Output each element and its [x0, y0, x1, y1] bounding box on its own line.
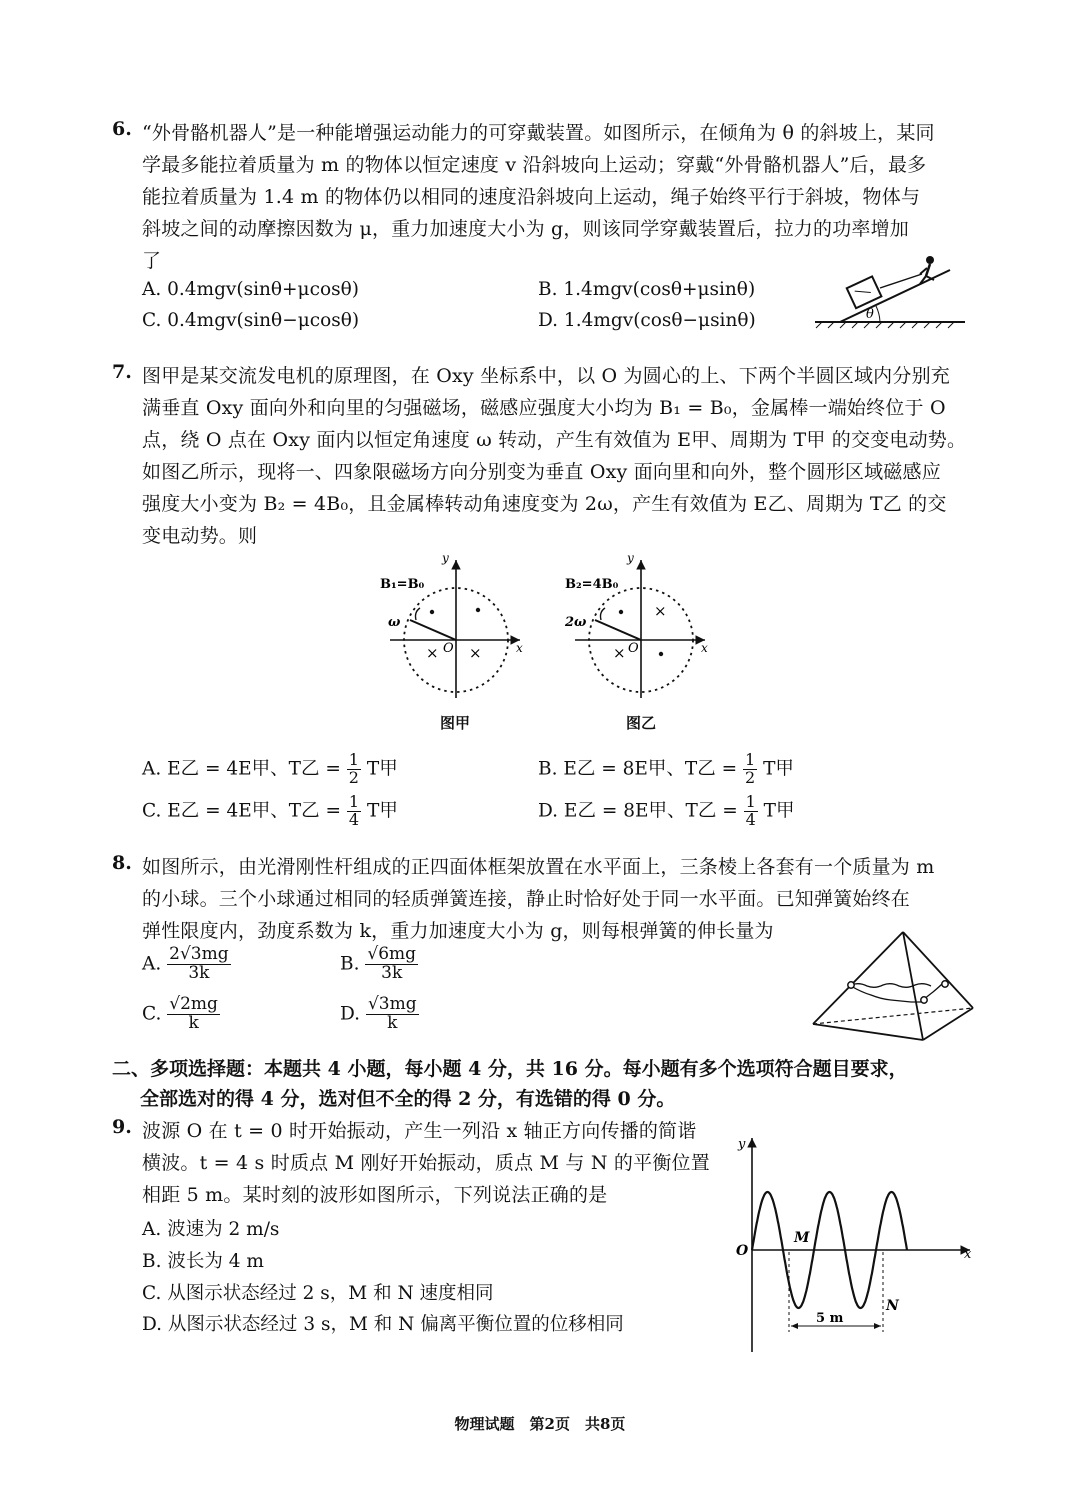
page-footer: 物理试题 第2页 共8页	[454, 1415, 626, 1433]
q8-option-d-numerator: √3mg	[367, 994, 417, 1014]
q7-option-b-numerator: 1	[745, 750, 756, 769]
q7-option-d-suffix: T甲	[763, 800, 795, 822]
q8-option-b-label: B.	[340, 953, 360, 975]
q6-theta-label: θ	[866, 307, 874, 322]
q6-option-d[interactable]: D. 1.4mgv(cosθ−μsinθ)	[538, 310, 756, 331]
q7-figure-yi	[555, 548, 725, 708]
q7-line-5: 强度大小变为 B₂ = 4B₀，且金属棒转动角速度变为 2ω，产生有效值为 E乙、周期为 T乙 的交	[142, 493, 947, 515]
q9-distance-label: 5 m	[816, 1311, 844, 1326]
q9-line-1: 波源 O 在 t = 0 时开始振动，产生一列沿 x 轴正方向传播的简谐	[142, 1120, 697, 1142]
q7-option-b-denominator: 2	[745, 767, 756, 787]
q8-option-c-denominator: k	[188, 1012, 199, 1033]
q9-wave-figure	[730, 1130, 975, 1355]
svg-text:×: ×	[654, 602, 667, 620]
q7-fig2-caption: 图乙	[626, 714, 657, 732]
q7-option-a-numerator: 1	[348, 750, 359, 769]
question-8-number: 8.	[112, 852, 132, 874]
q7-option-c-denominator: 4	[348, 809, 360, 829]
section-2-instructions: 全部选对的得 4 分，选对但不全的得 2 分，有选错的得 0 分。	[140, 1088, 676, 1110]
q6-line-1: “外骨骼机器人”是一种能增强运动能力的可穿戴装置。如图所示，在倾角为 θ 的斜坡上，某同	[142, 122, 935, 144]
q7-figure-jia	[370, 548, 540, 708]
q7-line-3: 点，绕 O 点在 Oxy 面内以恒定角速度 ω 转动，产生有效值为 E甲、周期为 T甲 的交变电动势。	[142, 429, 967, 451]
q7-fig2-y-label: y	[627, 551, 634, 565]
question-9-number: 9.	[112, 1116, 132, 1138]
q8-option-d-denominator: k	[387, 1012, 398, 1033]
svg-text:×: ×	[469, 644, 482, 662]
q9-option-d[interactable]: D. 从图示状态经过 3 s，M 和 N 偏离平衡位置的位移相同	[142, 1314, 624, 1335]
q7-option-d-denominator: 4	[745, 809, 756, 829]
q7-fig2-omega-label: 2ω	[565, 615, 587, 630]
q8-option-a-denominator: 3k	[188, 962, 210, 983]
q8-line-1: 如图所示，由光滑刚性杆组成的正四面体框架放置在水平面上，三条棱上各套有一个质量为 m	[142, 856, 935, 878]
q6-line-4: 斜坡之间的动摩擦因数为 μ，重力加速度大小为 g，则该同学穿戴装置后，拉力的功率增加	[142, 218, 909, 240]
q7-fig1-x-label: x	[516, 641, 523, 655]
q8-option-b[interactable]	[340, 946, 418, 983]
q9-line-3: 相距 5 m。某时刻的波形如图所示，下列说法正确的是	[142, 1184, 608, 1206]
q8-option-d[interactable]	[340, 996, 419, 1033]
q7-line-4: 如图乙所示，现将一、四象限磁场方向分别变为垂直 Oxy 面向里和向外，整个圆形区域磁感应	[142, 461, 941, 483]
q8-option-b-denominator: 3k	[381, 962, 403, 983]
q8-line-3: 弹性限度内，劲度系数为 k，重力加速度大小为 g，则每根弹簧的伸长量为	[142, 920, 774, 942]
q7-fig1-b-label: B₁=B₀	[380, 577, 425, 592]
q7-fig1-caption: 图甲	[440, 714, 471, 732]
q9-option-b[interactable]: B. 波长为 4 m	[142, 1251, 264, 1272]
q9-point-n-label: N	[886, 1298, 899, 1314]
q7-option-d-numerator: 1	[745, 792, 756, 811]
q7-option-c-text: C. E乙 = 4E甲、T乙 =	[142, 800, 342, 822]
q7-option-a-suffix: T甲	[366, 758, 398, 780]
q9-origin-label: O	[736, 1243, 749, 1259]
q8-option-a-label: A.	[142, 953, 162, 975]
q6-slope-figure	[810, 250, 970, 330]
q7-line-6: 变电动势。则	[142, 525, 258, 547]
q8-option-b-numerator: √6mg	[367, 944, 417, 964]
q6-line-3: 能拉着质量为 1.4 m 的物体仍以相同的速度沿斜坡向上运动，绳子始终平行于斜坡，物体与	[142, 186, 921, 208]
q8-option-c-label: C.	[142, 1003, 162, 1025]
q6-line-2: 学最多能拉着质量为 m 的物体以恒定速度 v 沿斜坡向上运动；穿戴“外骨骼机器人”后，最多	[142, 154, 927, 176]
q7-option-b-suffix: T甲	[763, 758, 794, 780]
q6-option-c[interactable]: C. 0.4mgv(sinθ−μcosθ)	[142, 310, 360, 331]
q7-line-2: 满垂直 Oxy 面向外和向里的匀强磁场，磁感应强度大小均为 B₁ = B₀，金属棒一端始终位于 O	[142, 397, 946, 419]
q7-fig2-b-label: B₂=4B₀	[565, 577, 619, 592]
q7-fig1-origin-label: O	[443, 641, 454, 656]
q7-line-1: 图甲是某交流发电机的原理图，在 Oxy 坐标系中，以 O 为圆心的上、下两个半圆区域内分别充	[142, 365, 950, 387]
q8-option-a[interactable]	[142, 946, 231, 983]
q7-fig1-y-label: y	[442, 551, 449, 565]
q7-option-a-denominator: 2	[348, 767, 359, 787]
q7-option-a[interactable]	[142, 752, 398, 787]
q9-point-m-label: M	[794, 1230, 810, 1246]
question-6-number: 6.	[112, 118, 132, 140]
q6-option-b[interactable]: B. 1.4mgv(cosθ+μsinθ)	[538, 279, 756, 300]
q9-option-a[interactable]: A. 波速为 2 m/s	[142, 1219, 280, 1240]
q9-y-label: y	[738, 1137, 746, 1152]
q8-option-c[interactable]	[142, 996, 220, 1033]
q8-line-2: 的小球。三个小球通过相同的轻质弹簧连接，静止时恰好处于同一水平面。已知弹簧始终在	[142, 888, 911, 910]
q7-fig1-omega-label: ω	[388, 615, 401, 630]
q7-option-b[interactable]	[538, 752, 794, 787]
q8-option-a-numerator: 2√3mg	[169, 944, 229, 964]
q7-option-c-suffix: T甲	[367, 800, 398, 822]
svg-text:×: ×	[613, 644, 626, 662]
q8-option-d-label: D.	[340, 1003, 361, 1025]
q7-option-a-text: A. E乙 = 4E甲、T乙 =	[142, 758, 341, 780]
q8-option-c-numerator: √2mg	[169, 994, 218, 1014]
q6-line-5: 了	[142, 250, 162, 272]
q7-option-d-text: D. E乙 = 8E甲、T乙 =	[538, 800, 738, 822]
q7-option-c-numerator: 1	[348, 792, 360, 811]
q8-tetrahedron-figure	[805, 928, 980, 1046]
section-2-heading: 二、多项选择题：本题共 4 小题，每小题 4 分，共 16 分。每小题有多个选项符合题目要求，	[112, 1058, 908, 1080]
q7-option-b-text: B. E乙 = 8E甲、T乙 =	[538, 758, 738, 780]
q9-line-2: 横波。t = 4 s 时质点 M 刚好开始振动，质点 M 与 N 的平衡位置	[142, 1152, 710, 1174]
q6-option-a[interactable]: A. 0.4mgv(sinθ+μcosθ)	[142, 279, 359, 300]
svg-text:×: ×	[426, 644, 439, 662]
q7-option-c[interactable]	[142, 794, 398, 829]
q7-fig2-origin-label: O	[628, 641, 639, 656]
q7-fig2-x-label: x	[701, 641, 708, 655]
q7-option-d[interactable]	[538, 794, 795, 829]
question-7-number: 7.	[112, 361, 132, 383]
q9-x-label: x	[964, 1247, 972, 1262]
q9-option-c[interactable]: C. 从图示状态经过 2 s，M 和 N 速度相同	[142, 1283, 494, 1304]
